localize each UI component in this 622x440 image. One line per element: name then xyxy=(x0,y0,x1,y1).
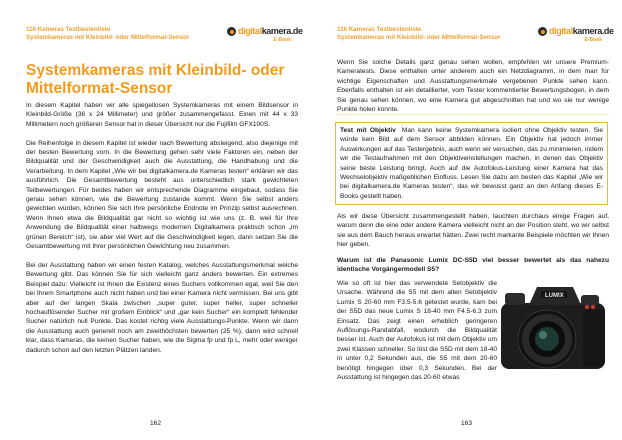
info-box-text: Man kann keine Systemkamera isoliert ohne Objektiv testen. Sie würde kein Bild auf dem Sensor abbilden können. Ein Objektiv hat jedoch immer Auswirkungen auf das Testergebnis, auch wenn wir versuchen, das zu minimieren, indem wir die Testaufnahmen mit den Objektiveinstellungen machen, in denen das Objektiv seine beste Leistung bringt. Auch auf die Autofokus-Leistung einer Kamera hat das Wechselobjektiv maßgeblichen Einfluss. Lesen Sie dazu am besten das Kapitel „Wie wir bei digitalkamera.de Kameras testen“, das wir bewusst ganz an den Anfang dieses E-Books gestellt haben. xyxy=(340,127,603,200)
digitalkamera-logo xyxy=(227,25,303,45)
paragraph: In diesem Kapitel haben wir alle spiegellosen Systemkameras mit einem Bildsensor in Kleinbild-Größe (36 x 24 Millimeter) und größer zusammengefasst. Einen mit 44 x 33 Millimetern noch größeren Sensor hat in dieser Übersicht nur die Fujifilm GFX100S. xyxy=(26,102,298,128)
paragraph: Die Reihenfolge in diesem Kapitel ist wieder nach Bewertung absteigend, also diejenige mit der besten Bewertung vorn. In die Bewertung gehen sehr viele Faktoren ein, neben der Bildqualität und der Geschwindigkeit auch die Ausstattung, die Handhabung und die Verarbeitung. In dem Kapitel „Wie wir bei digitalkamera.de Kameras testen“ erklären wir das ausführlich. Die Gesamtbewertung besteht aus unterschiedlich stark gewichteten Teilbewertungen. Für beides haben wir entsprechende Diagramme eingebaut, sodass Sie genau sehen können, wie die Bewertung zustande kommt. Wenn Sie selbst anders gewichten würden, können Sie sich Ihre persönliche Endnote im Prinzip selbst ausrechnen. Wenn Ihnen etwa die Bildqualität gar nicht so wichtig ist wie uns (z. B. weil für Ihre Anwendung die Bildqualität einer halbwegs modernen Digitalkamera praktisch schon „im grünen Bereich“ ist), sie aber viel Wert auf die Geschwindigkeit legen, dann setzen Sie die Gesamtbewertung mit Ihrer persönlichen Gewichtung neu zusammen. xyxy=(26,139,298,251)
paragraph: Bei der Ausstattung haben wir einen festen Katalog, welches Ausstattungsmerkmal welche Bewertung gibt. Das können Sie für sich vielleicht ganz anders bewerten. Ein extremes Beispiel dazu: Vielleicht ist Ihnen die Existenz eines Suchers vollkommen egal, weil Sie den bei Ihrem Smartphone auch nicht haben und bei einer Kamera nicht vermissen. Bei uns gibt aber auf der langen Skala zwischen „super guter, super heller, super schneller hochauflösender Sucher mit großem Einblick“ und „gar kein Sucher“ ein komplett fehlender Sucher natürlich null Punkte. Das kostet richtig viele Ausstattungs-Punkte. Wenn wir dann die Ausstattung auch generell noch am zweithöchsten bewerten (25 %), dann wird schnell klar, dass Kameras, die keinen Sucher haben, wie die Sigma fp und fp L, mehr oder weniger dadurch schon auf den letzten Plätzen landen. xyxy=(26,261,298,354)
running-head xyxy=(337,26,500,42)
page-number: 162 xyxy=(149,420,161,427)
running-head-line2: Systemkameras mit Kleinbild- oder Mittelformat-Sensor xyxy=(337,34,501,41)
logo-ebook-label: E-Book xyxy=(273,37,291,43)
intro-paragraph: Wenn Sie solche Details ganz genau sehen wollen, empfehlen wir unsere Premium-Kameratests. Diese enthalten unter anderem auch ein Netzdiagramm, in dem man für wichtige Eigenschaften und Ausstattungsmerkmale vergebenen Punkte sehen kann. Ebenfalls enthalten ist ein detaillierter, vom Tester kommentierter Bewertungsbogen, in dem Sie genau sehen können, wo eine Kamera gut abgeschnitten hat und wo sie nur wenige Punkte holen konnte. xyxy=(337,59,609,114)
lens-logo-icon xyxy=(538,27,547,36)
info-box-title: Test mit Objektiv xyxy=(340,127,396,134)
logo-brand: digitalkamera.de xyxy=(238,26,303,36)
mid-paragraph: Als wir diese Übersicht zusammengestellt haben, tauchten durchaus einige Fragen auf, warum denn die eine oder andere Kamera vielleicht nicht an der Position steht, wo wir selbst sie aus dem Bauch heraus erwartet hätten. Zwei recht markante Beispiele möchten wir Ihnen hier geben. xyxy=(337,213,609,249)
logo-ebook-label: E-Book xyxy=(584,37,602,43)
question-heading: Warum ist die Panasonic Lumix DC-S5D viel besser bewertet als das nahezu identische Vorgängermodell S5? xyxy=(337,257,609,274)
digitalkamera-logo xyxy=(538,25,614,45)
running-head-line1: 116 Kameras Testbestenliste xyxy=(26,26,111,33)
running-head-line2: Systemkameras mit Kleinbild- oder Mittelformat-Sensor xyxy=(26,34,190,41)
chapter-title: Systemkameras mit Kleinbild- oder Mittelformat-Sensor xyxy=(26,62,285,97)
logo-brand: digitalkamera.de xyxy=(549,26,614,36)
lens-logo-icon xyxy=(227,27,236,36)
page-number: 163 xyxy=(460,420,472,427)
body-text xyxy=(26,101,298,364)
running-head xyxy=(26,26,189,42)
camera-icon xyxy=(497,283,611,377)
divider xyxy=(337,114,609,115)
right-page xyxy=(311,0,622,440)
running-head-line1: 116 Kameras Testbestenliste xyxy=(337,26,422,33)
camera-image xyxy=(497,283,611,377)
svg-text:LUMIX: LUMIX xyxy=(545,293,564,299)
info-box xyxy=(335,122,608,205)
answer-paragraph: Wie so oft ist hier das verwendete Setobjektiv die Ursache. Während die S5 mit dem alten Setobjektiv Lumix S 20-60 mm F3.5-5.6 getestet wurde, kam bei der S5D das neue Lumix S 18-40 mm F4.5-6.3 zum Einsatz. Das zeigt einen erheblich geringeren Auflösungs-Randabfall, wodurch die Bildqualität besser ist. Auch der Autofokus ist mit dem Objektiv um zwei Klassen schneller. So löst die S5D mit dem 18-40 in unter 0,2 Sekunden aus, die S5 mit dem 20-60 benötigt hingegen über 0,3 Sekunden. Bei der Ausstattung ist hingegen das 20-60 etwas xyxy=(337,280,497,382)
